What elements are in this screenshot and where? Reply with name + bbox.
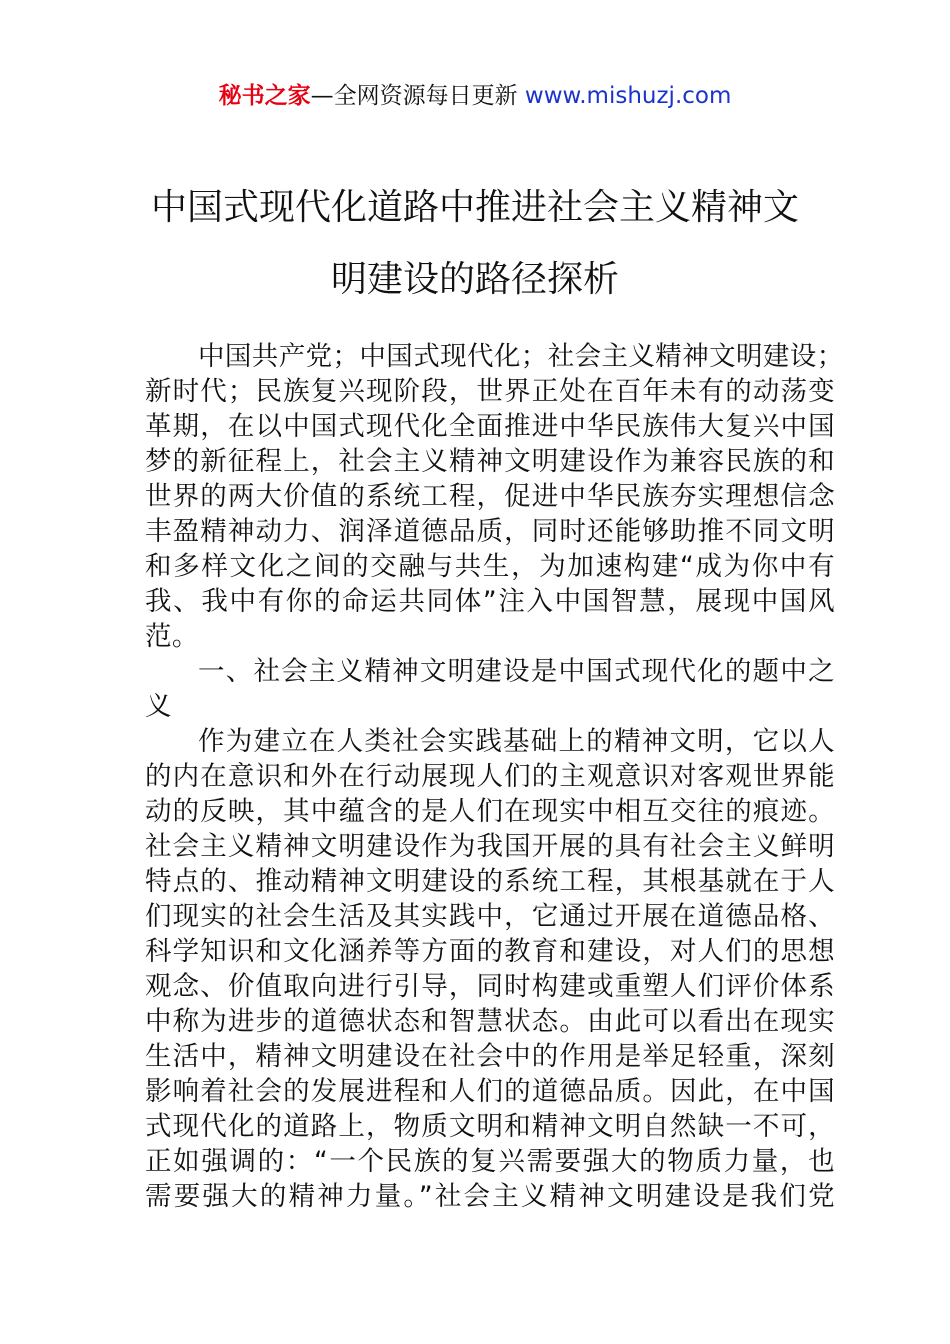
document-title-line-2: 明建设的路径探析 [330,259,619,300]
document-title [130,172,820,316]
body-line: 我、我中有你的命运共同体”注入中国智慧，展现中国风 [145,586,835,617]
body-line: 式现代化的道路上，物质文明和精神文明自然缺一不可， [145,1111,835,1142]
body-line: 观念、价值取向进行引导，同时构建或重塑人们评价体系 [145,971,835,1002]
body-line: 需要强大的精神力量。”社会主义精神文明建设是我们党 [145,1181,835,1212]
body-line: 生活中，精神文明建设在社会中的作用是举足轻重，深刻 [145,1041,835,1072]
document-body [145,339,844,1214]
body-line: 动的反映，其中蕴含的是人们在现实中相互交往的痕迹。 [145,796,835,827]
section-heading-line: 一、社会主义精神文明建设是中国式现代化的题中之 [198,656,835,687]
section-heading-line: 义 [145,691,172,722]
body-line: 影响着社会的发展进程和人们的道德品质。因此，在中国 [145,1076,835,1107]
document-title-line-1: 中国式现代化道路中推进社会主义精神文 [150,187,799,228]
body-line: 作为建立在人类社会实践基础上的精神文明，它以人 [198,726,835,757]
body-line: 科学知识和文化涵养等方面的教育和建设，对人们的思想 [145,936,835,967]
body-line: 范。 [145,621,199,652]
body-line: 社会主义精神文明建设作为我国开展的具有社会主义鲜明 [145,831,835,862]
body-line: 特点的、推动精神文明建设的系统工程，其根基就在于人 [145,866,835,897]
body-line: 中称为进步的道德状态和智慧状态。由此可以看出在现实 [145,1006,835,1037]
body-line: 世界的两大价值的系统工程，促进中华民族夯实理想信念 [145,481,835,512]
body-line: 梦的新征程上，社会主义精神文明建设作为兼容民族的和 [145,446,835,477]
site-tagline: —全网资源每日更新 [310,83,525,109]
body-line: 正如强调的：“一个民族的复兴需要强大的物质力量，也 [145,1146,835,1177]
site-header [0,80,950,112]
body-line: 革期，在以中国式现代化全面推进中华民族伟大复兴中国 [145,411,835,442]
site-brand: 秘书之家 [218,83,311,109]
body-line: 丰盈精神动力、润泽道德品质，同时还能够助推不同文明 [145,516,835,547]
body-line: 的内在意识和外在行动展现人们的主观意识对客观世界能 [145,761,835,792]
body-line: 们现实的社会生活及其实践中，它通过开展在道德品格、 [145,901,835,932]
body-line: 和多样文化之间的交融与共生，为加速构建“成为你中有 [145,551,835,582]
body-line: 新时代；民族复兴现阶段，世界正处在百年未有的动荡变 [145,376,835,407]
body-line: 中国共产党；中国式现代化；社会主义精神文明建设； [198,341,844,372]
site-url-link[interactable]: www.mishuzj.com [524,83,732,109]
